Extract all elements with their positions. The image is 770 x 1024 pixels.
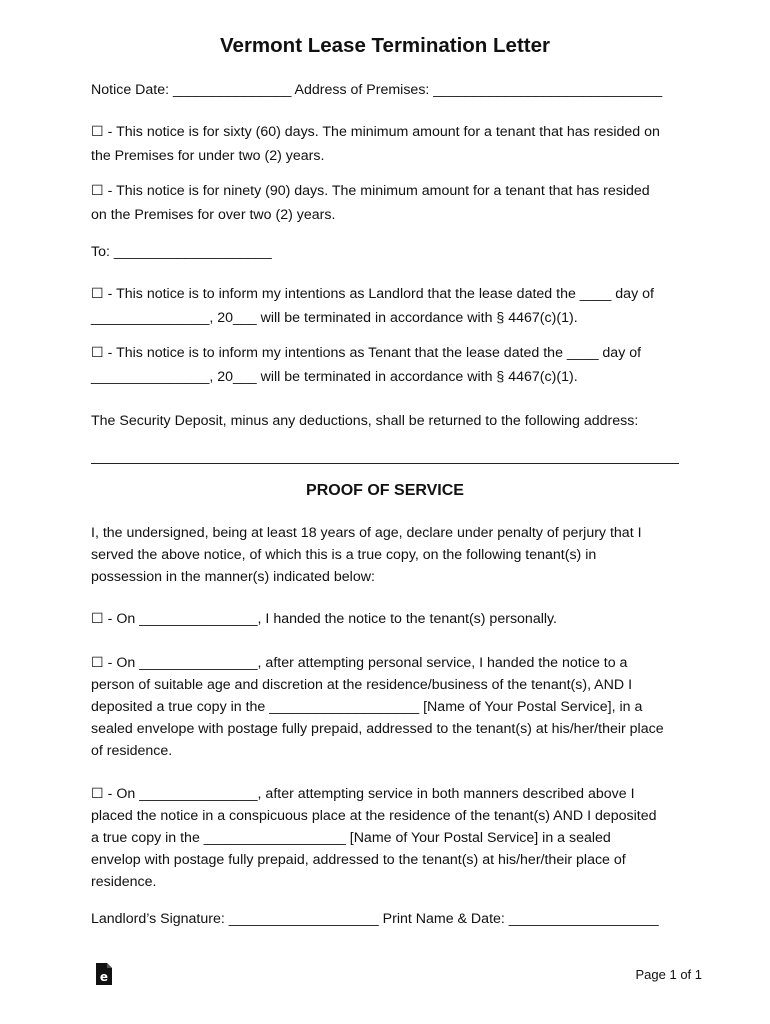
signature-line: Landlord’s Signature: ___________________ Print Name & Date: ___________________	[91, 911, 659, 927]
service-substitute-line-3: deposited a true copy in the ___________________ [Name of Your Postal Service], in a	[91, 699, 643, 715]
service-substitute-line-2: person of suitable age and discretion at the residence/business of the tenant(s), AND I	[91, 677, 633, 693]
option-sixty-days-line-2: the Premises for under two (2) years.	[91, 148, 325, 164]
to-line: To: ____________________	[91, 244, 272, 260]
page-number: Page 1 of 1	[635, 967, 702, 982]
declaration-line-2: served the above notice, of which this is a true copy, on the following tenant(s) in	[91, 547, 597, 563]
service-posting-line-4: envelop with postage fully prepaid, addressed to the tenant(s) at his/her/their place of	[91, 852, 626, 868]
address-rule	[91, 463, 679, 464]
option-tenant-line-2: _______________, 20___ will be terminated in accordance with § 4467(c)(1).	[91, 369, 578, 385]
proof-of-service-heading: PROOF OF SERVICE	[306, 482, 464, 499]
declaration-line-3: possession in the manner(s) indicated below:	[91, 569, 375, 585]
option-landlord-line-2: _______________, 20___ will be terminated in accordance with § 4467(c)(1).	[91, 310, 578, 326]
option-ninety-days-line-2: on the Premises for over two (2) years.	[91, 207, 336, 223]
document-title: Vermont Lease Termination Letter	[220, 34, 550, 57]
service-substitute-line-1: ☐ - On _______________, after attempting personal service, I handed the notice to a	[91, 655, 628, 671]
option-tenant-line-1: ☐ - This notice is to inform my intentions as Tenant that the lease dated the ____ day of	[91, 345, 642, 361]
service-substitute-line-4: sealed envelope with postage fully prepaid, addressed to the tenant(s) at his/her/their place	[91, 721, 664, 737]
option-ninety-days-line-1: ☐ - This notice is for ninety (90) days. The minimum amount for a tenant that has resided	[91, 183, 650, 199]
service-posting-line-3: a true copy in the __________________ [Name of Your Postal Service] in a sealed	[91, 830, 611, 846]
eforms-logo-icon	[95, 962, 113, 986]
service-posting-line-2: placed the notice in a conspicuous place at the residence of the tenant(s) AND I deposited	[91, 808, 657, 824]
option-landlord-line-1: ☐ - This notice is to inform my intentions as Landlord that the lease dated the ____ day of	[91, 286, 654, 302]
service-substitute-line-5: of residence.	[91, 743, 173, 759]
option-sixty-days-line-1: ☐ - This notice is for sixty (60) days. The minimum amount for a tenant that has resided on	[91, 124, 660, 140]
declaration-line-1: I, the undersigned, being at least 18 years of age, declare under penalty of perjury that I	[91, 525, 642, 541]
security-deposit-text: The Security Deposit, minus any deductions, shall be returned to the following address:	[91, 413, 639, 429]
service-posting-line-5: residence.	[91, 874, 157, 890]
service-personal-line: ☐ - On _______________, I handed the notice to the tenant(s) personally.	[91, 611, 557, 627]
notice-date-address-line: Notice Date: _______________ Address of Premises: _____________________________	[91, 82, 663, 98]
service-posting-line-1: ☐ - On _______________, after attempting service in both manners described above I	[91, 786, 635, 802]
svg-text:e: e	[99, 970, 109, 984]
